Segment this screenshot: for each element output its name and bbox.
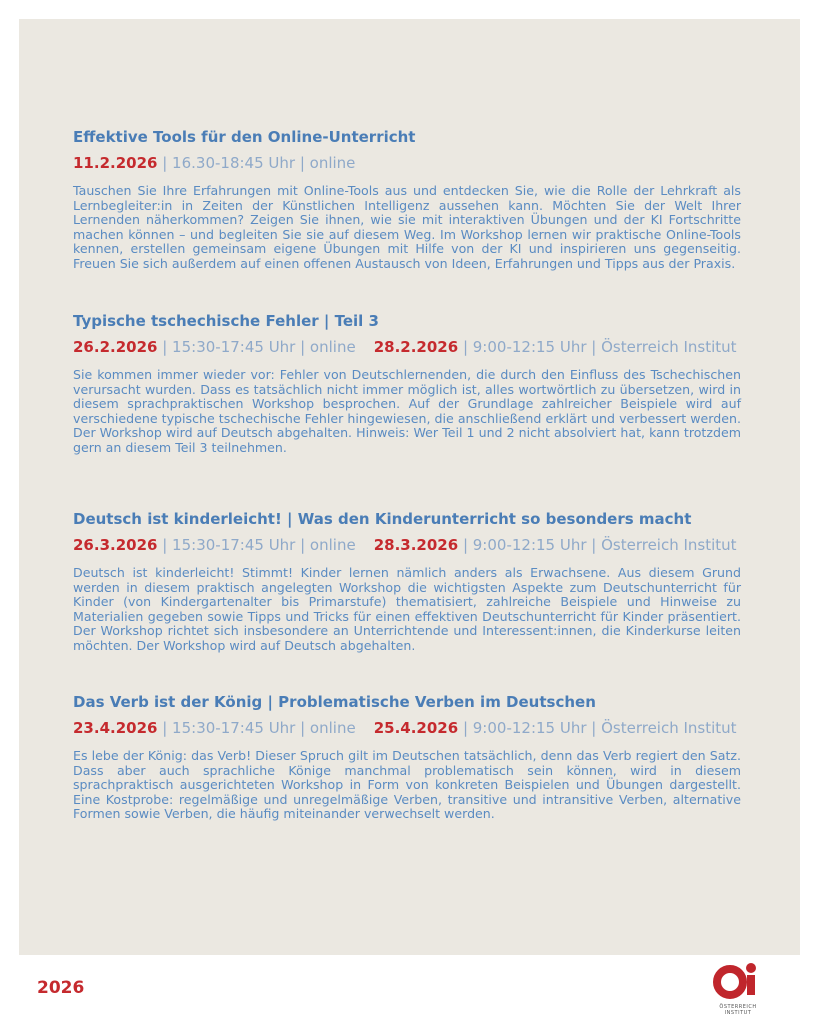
event-description: Tauschen Sie Ihre Erfahrungen mit Online-Tools aus und entdecken Sie, wie die Rolle der Lehrkraft als Lernbegleiter:in in Zeiten der Künstlichen Intelligenz aussehen kann. Möchten Sie der Welt Ihrer Lernenden näherkommen? Zeigen Sie ihnen, wie sie mit interaktiven Übungen und der KI Fortschritte machen können – und begleiten Sie sie auf diesem Weg. Im Workshop lernen wir praktische Online-Tools kennen, erstellen gemeinsam eigene Übungen mit Hilfe von der KI und inspirieren uns gegenseitig. Freuen Sie sich außerdem auf einen offenen Austausch von Ideen, Erfahrungen und Tipps aus der Praxis. xyxy=(73,183,741,271)
event-date: 11.2.2026 xyxy=(73,154,158,172)
oesterreich-institut-logo xyxy=(713,962,763,1016)
event-date: 25.4.2026 xyxy=(373,719,459,737)
event-tschechische-fehler xyxy=(73,312,741,455)
event-kinderleicht xyxy=(73,510,741,653)
event-verb-koenig xyxy=(73,693,741,822)
event-time: | 15:30-17:45 Uhr | online xyxy=(157,719,356,737)
event-description: Deutsch ist kinderleicht! Stimmt! Kinder lernen nämlich anders als Erwachsene. Aus diesem Grund werden in diesem praktisch angelegten Workshop die wichtigsten Aspekte zum Deutschunterricht für Kinder (von Kindergartenalter bis Primarstufe) thematisiert, zahlreiche Beispiele und Hinweise zu Materialien gegeben sowie Tipps und Tricks für einen effektiven Deutschunterricht für Kinder präsentiert. Der Workshop richtet sich insbesondere an Unterrichtende und Interessent:innen, die Kinderkurse leiten möchten. Der Workshop wird auf Deutsch abgehalten. xyxy=(73,565,741,653)
footer-year: 2026 xyxy=(37,978,85,998)
event-time: | 9:00-12:15 Uhr | Österreich Institut xyxy=(458,719,737,737)
event-time: | 15:30-17:45 Uhr | online xyxy=(157,536,356,554)
event-dates xyxy=(73,536,741,554)
event-date: 28.2.2026 xyxy=(373,338,459,356)
event-title: Deutsch ist kinderleicht! | Was den Kinderunterricht so besonders macht xyxy=(73,510,692,528)
logo-mark-icon xyxy=(713,962,763,1000)
event-dates xyxy=(73,338,741,356)
event-date: 23.4.2026 xyxy=(73,719,158,737)
event-date: 26.2.2026 xyxy=(73,338,158,356)
event-date: 26.3.2026 xyxy=(73,536,158,554)
event-title: Typische tschechische Fehler | Teil 3 xyxy=(73,312,379,330)
event-title: Effektive Tools für den Online-Unterricht xyxy=(73,128,416,146)
event-description: Sie kommen immer wieder vor: Fehler von Deutschlernenden, die durch den Einfluss des Tschechischen verursacht wurden. Dass es tatsächlich nicht immer möglich ist, alles wortwörtlich zu übersetzen, wird in diesem sprachpraktischen Workshop besprochen. Auf der Grundlage zahlreicher Beispiele wird auf verschiedene typische tschechische Fehler hingewiesen, die anschließend erklärt und verbessert werden. Der Workshop wird auf Deutsch abgehalten. Hinweis: Wer Teil 1 und 2 nicht absolviert hat, kann trotzdem gern an diesem Teil 3 teilnehmen. xyxy=(73,367,741,455)
event-date: 28.3.2026 xyxy=(373,536,459,554)
event-online-tools xyxy=(73,128,741,271)
event-dates xyxy=(73,719,741,737)
logo-text: ÖSTERREICH INSTITUT xyxy=(719,1004,757,1016)
event-description: Es lebe der König: das Verb! Dieser Spruch gilt im Deutschen tatsächlich, denn das Verb regiert den Satz. Dass aber auch sprachliche Könige manchmal problematisch sein können, wird in diesem sprachpraktisch ausgerichteten Workshop in Form von konkreten Beispielen und Übungen dargestellt. Eine Kostprobe: regelmäßige und unregelmäßige Verben, transitive und intransitive Verben, alternative Formen sowie Verben, die häufig miteinander verwechselt werden. xyxy=(73,748,741,821)
event-title: Das Verb ist der König | Problematische Verben im Deutschen xyxy=(73,693,596,711)
event-time: | 9:00-12:15 Uhr | Österreich Institut xyxy=(458,338,737,356)
event-time: | 9:00-12:15 Uhr | Österreich Institut xyxy=(458,536,737,554)
event-dates xyxy=(73,154,741,172)
event-time: | 16.30-18:45 Uhr | online xyxy=(157,154,356,172)
event-time: | 15:30-17:45 Uhr | online xyxy=(157,338,356,356)
